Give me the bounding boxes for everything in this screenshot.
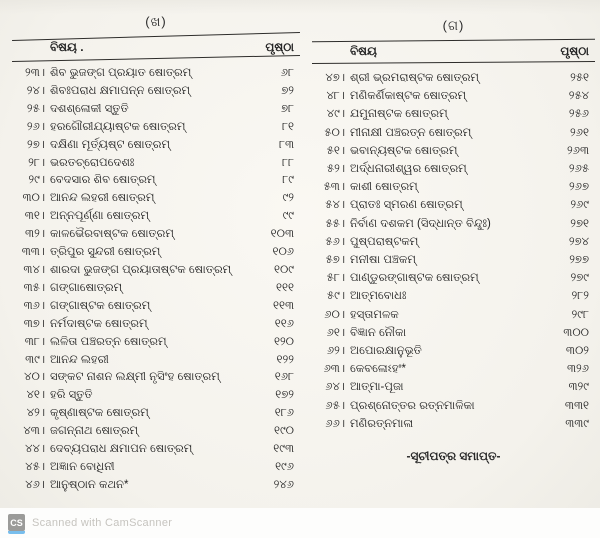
toc-entry-number: ୪୯। [326,108,345,121]
toc-entry-number: ୫୦। [324,126,345,139]
toc-entry-title: ପାଣ୍ଡୁରଙ୍ଗାଷ୍ଟକ ଷୋତ୍ରମ୍ [350,272,479,285]
toc-entry [14,405,298,423]
toc-entry-page: ୧୦୯ [273,263,294,276]
toc-entry-title: ମଣିକର୍ଣିକାଷ୍ଟକ ଷୋତ୍ରମ୍ [350,90,467,103]
toc-entry-page: ୧୨୦ [273,335,294,348]
toc-entry-number: ୩୮। [24,335,45,348]
toc-entry-title: ଶ୍ରୀ ଭ୍ରମରାଷ୍ଟକ ଷୋତ୍ରମ୍ [350,72,480,84]
toc-entry-number: ୩୩। [21,246,45,259]
toc-entry [14,208,298,226]
toc-entry-page: ୧୯୩ [273,443,294,456]
toc-entry-number: ୪୭। [325,72,345,84]
toc-entry [14,244,298,262]
toc-entry [14,352,298,370]
contents-column-left [12,14,300,495]
toc-entry-number: ୫୮। [326,272,345,285]
toc-entry-page: ୨୬୯ [570,199,589,212]
toc-entry-page: ୨୬୭ [569,181,589,194]
toc-entry-page: ୨୫୪ [568,90,589,103]
toc-entry-number: ୫୩। [323,181,345,194]
toc-entry-number: ୩୫। [23,281,45,294]
toc-entry-number: ୫୬। [325,235,345,248]
toc-entry-page: ୩୩୯ [565,417,589,430]
contents-column-right [312,14,595,464]
toc-entry [314,105,593,123]
toc-entry-title: ଦେବ୍ୟପରାଧ କ୍ଷମାପନ ଷୋତ୍ରମ୍ [50,443,193,456]
toc-entry-number: ୪୬। [25,478,45,491]
toc-entry-page: ୨୭୯ [570,272,589,285]
toc-entry [14,316,298,334]
toc-entry [314,87,593,105]
toc-entry-number: ୬୩। [323,363,345,376]
camscanner-logo-icon: CS [8,514,25,531]
toc-entry-page: ୩୩୧ [564,399,589,412]
toc-entry-title: ଜଗନ୍ନାଥ ଷୋତ୍ରମ୍ [50,425,139,438]
toc-entry-page: ୩୨୬ [567,363,589,376]
toc-entry-title: ଆତ୍ମା-ପୂଜା [350,381,404,394]
toc-entry-number: ୬୧। [326,326,345,339]
toc-entry-number: ୫୨। [326,163,345,176]
toc-entry-number: ୩୧। [24,210,45,223]
toc-entry-title: ଶାରଦା ଭୁଜଙ୍ଗ ପ୍ରୟାତାଷ୍ଟକ ଷୋତ୍ରମ୍ [50,263,232,276]
page-label-left: (ଖ) [145,14,167,29]
toc-entry-title: ମନୀଷା ପଞ୍ଚକମ୍ [350,254,416,267]
contents-end-note: -ସୂଚୀପତ୍ର ସମାପ୍ତ- [406,449,501,464]
toc-entry [314,124,593,142]
toc-entry-title: ପୁଷ୍ପରାଷ୍ଟକମ୍ [350,235,419,248]
toc-entry-page: ୮୯ [282,174,294,187]
toc-entry-number: ୪୨। [26,407,45,420]
toc-entry-title: କାଳଭୈରବାଷ୍ଟକ ଷୋତ୍ରମ୍ [50,228,174,241]
toc-entry-page: ୮୩ [278,138,294,151]
toc-entry-title: ଭରତଚ୍ରୋପଦେଶଃ [50,156,135,169]
column-header-subject: ବିଷୟ [350,44,377,58]
toc-entry-number: ୨୮। [28,156,45,169]
toc-entry [14,298,298,316]
toc-entry-title: ଗଙ୍ଗାଷୋତ୍ରମ୍ [50,281,123,294]
toc-entry-page: ୨୭୭ [569,254,589,267]
toc-entry-title: ଆନନ୍ଦ ଲହରୀ ଷୋତ୍ରମ୍ [50,192,155,205]
toc-entry-title: ଆନନ୍ଦ ଲହରୀ [50,353,109,366]
toc-entry-number: ୫୫। [325,217,345,230]
camscanner-watermark [8,514,172,531]
toc-entry [314,397,593,415]
toc-entry-number: ୪୩। [23,425,45,438]
toc-entry-number: ୫୭। [325,254,345,267]
toc-entry-page: ୧୨୨ [276,353,294,366]
toc-entry [14,459,298,477]
page-label-right: (ଗ) [442,18,465,33]
toc-entry-page: ୩୦୨ [565,345,589,358]
toc-entry-title: ଅର୍ଦ୍ଧନାରୀଶ୍ୱର ଷୋତ୍ରମ୍ [350,163,467,176]
toc-entry-title: ସଙ୍କଟ ନାଶନ ଲକ୍ଷ୍ମୀ ନୃସିଂହ ଷୋତ୍ରମ୍ [50,371,220,384]
toc-entry-page: ୯୨ [282,192,294,205]
toc-entry-page: ୧୧୩ [272,299,294,312]
toc-entry-title: ଆତ୍ମବୋଧଃ [350,290,407,303]
toc-entry-number: ୩୯। [25,353,45,366]
toc-entry-title: ପ୍ରାତଃ ସ୍ମରଣ ଷୋତ୍ରମ୍ [350,199,463,212]
toc-entry-number: ୬୪। [325,381,345,394]
column-header-page: ପୃଷ୍ଠା [265,40,294,54]
toc-entry-title: ଅଜ୍ଞାନ ବୋଧିନୀ [50,460,115,473]
toc-entry-number: ୬୫। [325,399,345,412]
toc-entry [14,101,298,119]
toc-entry-title: ମୀନାକ୍ଷୀ ପଞ୍ଚରତ୍ନ ଷୋତ୍ରମ୍ [350,126,472,139]
toc-entry-number: ୩୬। [23,299,45,312]
toc-entry [314,324,593,342]
toc-entry [314,215,593,233]
toc-entry-page: ୨୬୫ [568,163,589,176]
toc-entry-number: ୩୨। [25,228,45,241]
toc-entry-title: ହରଗୌରୀଯ୍ୟାଷ୍ଟକ ଷୋତ୍ରମ୍ [50,120,186,133]
toc-entry-title: ହରି ସ୍ତୁତି [50,389,93,402]
toc-entry [14,441,298,459]
toc-entry-number: ୨୯। [28,174,45,187]
toc-entry-page: ୯୯ [282,210,294,223]
toc-entry-page: ୨୪୬ [273,478,294,491]
toc-entry-number: ୨୩। [25,67,45,79]
toc-entry [314,160,593,178]
toc-entry [314,287,593,305]
toc-entry-page: ୧୮୬ [274,407,294,420]
toc-entry [314,342,593,360]
toc-entry-title: ଭବାନ୍ୟଷ୍ଟକ ଷୋତ୍ରମ୍ [350,144,458,157]
toc-entry [14,387,298,405]
toc-entry [14,477,298,495]
toc-entry [14,280,298,298]
toc-entry-number: ୨୪। [26,84,45,97]
toc-entry-title: ଅନ୍ନପୂର୍ଣ୍ଣା ଷୋତ୍ରମ୍ [50,210,150,223]
toc-entry-title: ଯମୁନାଷ୍ଟକ ଷୋତ୍ରମ୍ [350,108,448,121]
toc-entry-number: ୨୬। [26,120,45,133]
toc-entry [314,178,593,196]
toc-entry [14,155,298,173]
toc-entry-number: ୪୧। [26,389,45,402]
toc-entry [314,378,593,396]
toc-entry-number: ୫୪। [325,199,345,212]
toc-entry [314,69,593,87]
toc-entry-number: ୨୭। [27,138,45,151]
toc-entries-left [12,59,300,495]
toc-entry-page: ୮୧ [282,120,294,133]
toc-entry-title: ଅପୋରକ୍ଷାନୁଭୂତି [350,345,422,358]
toc-entry [14,190,298,208]
toc-entry-page: ୨୭୧ [570,217,589,230]
toc-entry-number: ୬୦। [324,308,345,321]
toc-entry-title: ଶିବଃପରାଧ କ୍ଷମାପନ୍ନ ଷୋତ୍ରମ୍ [50,84,191,97]
toc-entry-title: ଆନୁଷ୍ଠାନ କଥନ* [50,478,129,491]
toc-entry-title: ଲଳିତା ପଞ୍ଚରତ୍ନ ଷୋତ୍ରମ୍ [50,335,167,348]
toc-entry-page: ୧୬୮ [274,371,294,384]
toc-entry-number: ୫୧। [326,144,345,157]
toc-entry [314,233,593,251]
column-header-subject: ବିଷୟ . [50,40,84,54]
toc-entry-number: ୫୯। [326,290,345,303]
toc-entry-page: ୭୮ [280,102,294,115]
toc-entry [314,306,593,324]
toc-entry [314,269,593,287]
toc-entry-title: ହସ୍ତାମଳକ [350,308,399,321]
toc-entry-title: ପ୍ରଶ୍ନୋତ୍ତର ରତ୍ନମାଳିକା [350,399,475,412]
toc-entry [14,226,298,244]
toc-entry [14,83,298,101]
toc-entry-page: ୭୨ [281,84,294,97]
toc-entry-title: ଶିବ ଭୁଜଙ୍ଗ ପ୍ରୟାତ ଷୋତ୍ରମ୍ [50,67,192,79]
toc-entry-number: ୩୦। [22,192,45,205]
toc-entry-page: ୩୦୦ [563,326,589,339]
toc-entry-title: କୃଷ୍ଣାଷ୍ଟକ ଷୋତ୍ରମ୍ [50,407,149,420]
toc-entry-page: ୩୨୯ [568,381,589,394]
toc-entry-number: ୬୬। [325,417,345,430]
toc-entry [14,172,298,190]
toc-entry-page: ୨୬୩ [567,144,589,157]
table-header-right [312,41,595,62]
toc-entry [14,65,298,83]
toc-entry-number: ୨୫। [26,102,45,115]
toc-entry-number: ୬୨। [326,345,345,358]
toc-entry-title: କେବଳୋଽହଂ* [350,363,406,376]
toc-entry [14,137,298,155]
toc-entries-right [312,63,595,433]
toc-entry-page: ୮୮ [281,156,294,169]
toc-entry [314,142,593,160]
toc-entry-page: ୨୫୬ [568,108,589,121]
toc-entry-title: ଦଶଶ୍ଳୋକୀ ସ୍ତୁତି [50,102,129,115]
toc-entry [314,415,593,433]
toc-entry-title: ଦକ୍ଷିଣା ମୂର୍ତ୍ୟଷ୍ଟ ଷୋତ୍ରମ୍ [50,138,171,151]
toc-entry [14,369,298,387]
toc-entry [14,119,298,137]
toc-entry-title: ନିର୍ବାଣ ଦଶକମ (ସିଦ୍ଧାନ୍ତ ବିନ୍ଦୁଃ) [350,217,491,230]
toc-entry-page: ୧୭୨ [275,389,294,402]
toc-entry-page: ୧୦୬ [272,246,294,259]
toc-entry-page: ୧୯୦ [273,425,294,438]
toc-entry-title: ବେଦସାର ଶିବ ଷୋତ୍ରମ୍ [50,174,156,187]
toc-entry-number: ୪୮। [326,90,345,103]
toc-entry-title: ତ୍ରିପୁର ସୁନ୍ଦରୀ ଷୋତ୍ରମ୍ [50,246,161,259]
toc-entry [314,360,593,378]
toc-entry-page: ୨୯୮ [571,308,589,321]
table-header-left [12,37,300,58]
toc-entry-page: ୨୬୧ [570,126,589,139]
toc-entry-page: ୨୭୪ [568,235,589,248]
toc-entry [314,196,593,214]
toc-entry-page: ୧୦୩ [270,228,294,241]
toc-entry-number: ୪୦। [24,371,45,384]
toc-entry-number: ୪୪। [25,443,45,456]
toc-entry-page: ୨୮୨ [571,290,589,303]
toc-entry-page: ୬୮ [280,67,294,79]
toc-entry-page: ୧୯୬ [275,460,294,473]
toc-entry-page: ୧୧୬ [274,317,294,330]
column-header-page: ପୃଷ୍ଠା [560,44,589,58]
toc-entry-title: ମଣିରତ୍ନମାଳା [350,417,414,430]
toc-entry [14,262,298,280]
toc-entry-page: ୧୧୧ [276,281,294,294]
toc-entry-title: ବିଜ୍ଞାନ ନୌକା [350,326,407,339]
toc-entry-page: ୨୫୧ [570,72,589,84]
toc-entry-number: ୪୫। [25,460,45,473]
toc-entry-title: ଗଙ୍ଗାଷ୍ଟକ ଷୋତ୍ରମ୍ [50,299,151,312]
camscanner-watermark-text: Scanned with CamScanner [32,516,173,529]
toc-entry-title: ନର୍ମଦାଷ୍ଟକ ଷୋତ୍ରମ୍ [50,317,148,330]
toc-entry [314,251,593,269]
toc-entry-title: କାଶୀ ଷୋତ୍ରମ୍ [350,181,418,194]
toc-entry-number: ୩୭। [23,317,45,330]
toc-entry [14,334,298,352]
toc-entry [14,423,298,441]
toc-entry-number: ୩୪। [23,263,45,276]
